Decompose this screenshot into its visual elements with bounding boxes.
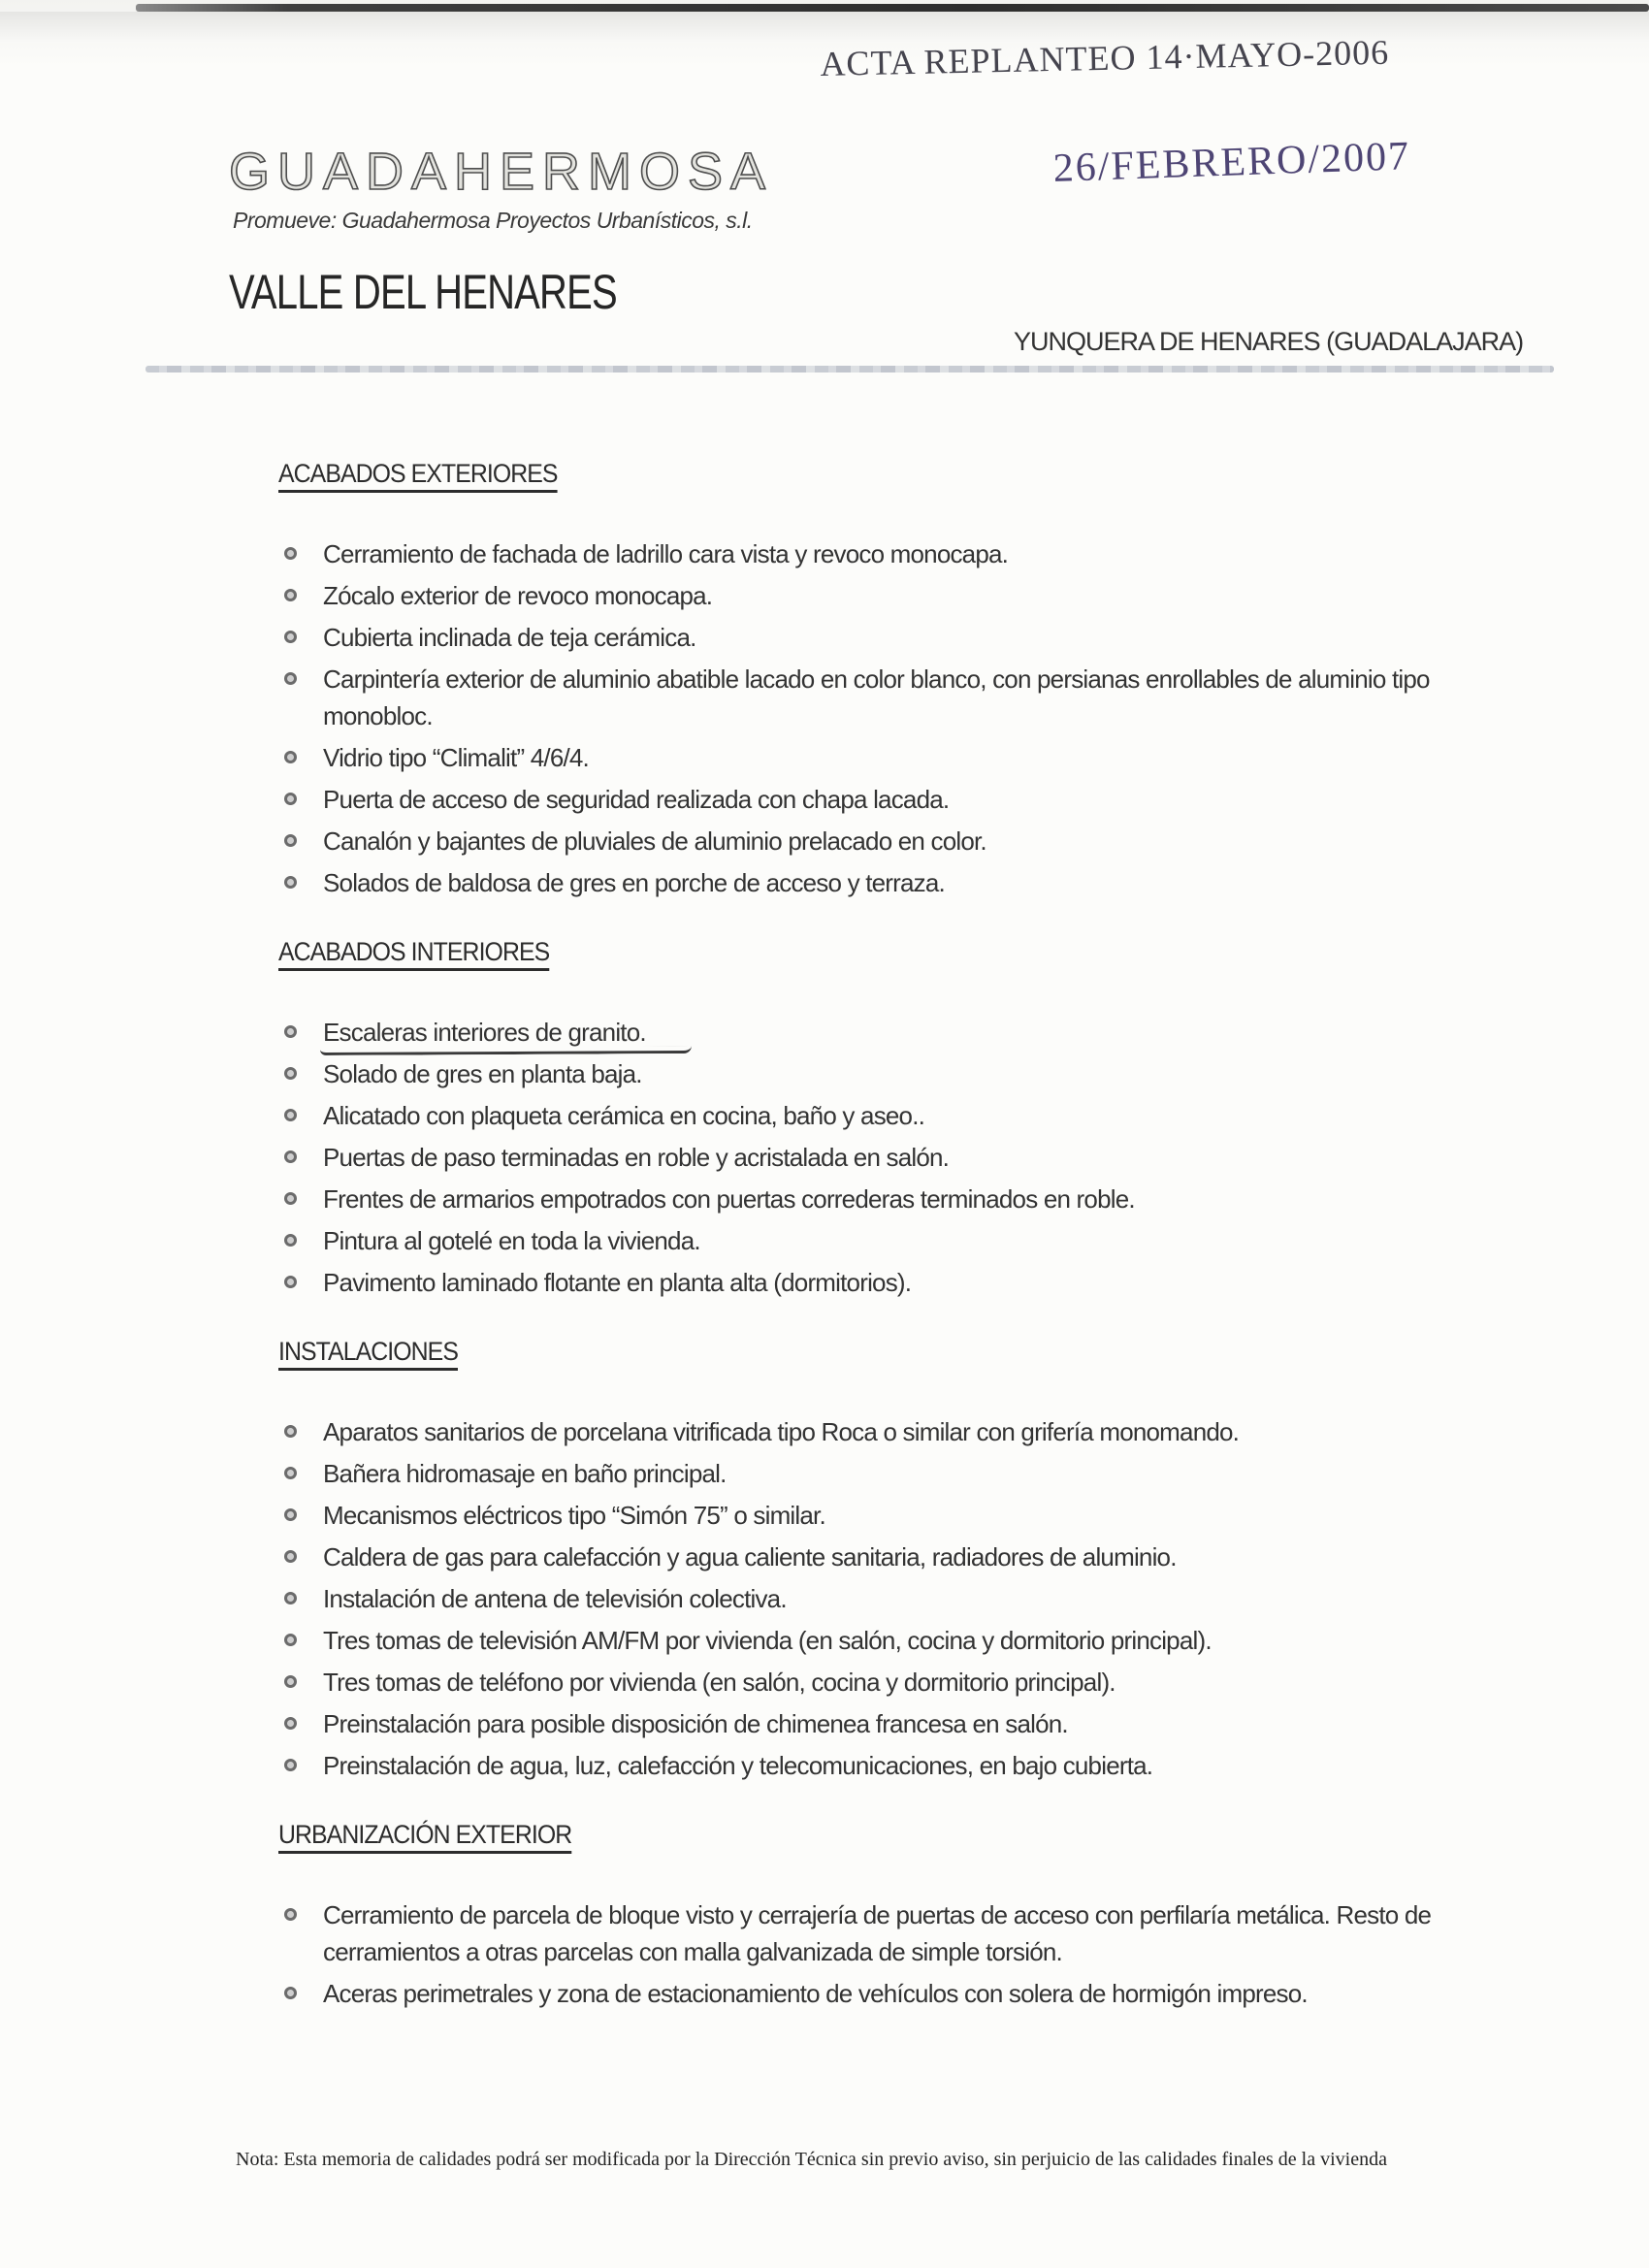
handwritten-note-date: 26/FEBRERO/2007 xyxy=(1052,134,1411,191)
list-item xyxy=(278,1747,1539,1784)
list-item-text: Aceras perimetrales y zona de estacionamiento de vehículos con solera de hormigón impreso. xyxy=(323,1979,1308,2008)
bullet-icon xyxy=(284,751,297,763)
bullet-icon xyxy=(284,834,297,847)
list-item xyxy=(278,1455,1539,1492)
list-item xyxy=(278,1705,1539,1742)
list-item xyxy=(278,1014,1539,1051)
bullet-icon xyxy=(284,1717,297,1730)
list-item xyxy=(278,619,1539,656)
list-item-text: Preinstalación para posible disposición de chimenea francesa en salón. xyxy=(323,1709,1068,1738)
section-heading: INSTALACIONES xyxy=(278,1337,458,1366)
scan-edge-artifact xyxy=(136,4,1649,12)
list-item-text: Bañera hidromasaje en baño principal. xyxy=(323,1459,727,1488)
bullet-icon xyxy=(284,1192,297,1205)
list-item xyxy=(278,1139,1539,1176)
list-item xyxy=(278,1896,1539,1970)
list-item xyxy=(278,535,1539,572)
list-item-text: Preinstalación de agua, luz, calefacción y telecomunicaciones, en bajo cubierta. xyxy=(323,1751,1153,1780)
bullet-list xyxy=(278,1014,1539,1301)
bullet-icon xyxy=(284,1987,297,1999)
list-item-text: Solado de gres en planta baja. xyxy=(323,1059,642,1088)
list-item-text: Carpintería exterior de aluminio abatible lacado en color blanco, con persianas enrollables de aluminio tipo monobloc. xyxy=(323,664,1430,730)
bullet-icon xyxy=(284,1067,297,1080)
bullet-icon xyxy=(284,793,297,805)
document-body xyxy=(278,458,1539,2017)
bullet-icon xyxy=(284,1508,297,1521)
location-line: YUNQUERA DE HENARES (GUADALAJARA) xyxy=(1014,327,1524,356)
list-item xyxy=(278,1975,1539,2012)
list-item-text: Aparatos sanitarios de porcelana vitrificada tipo Roca o similar con grifería monomando. xyxy=(323,1417,1240,1446)
bullet-icon xyxy=(284,1150,297,1163)
list-item xyxy=(278,1580,1539,1617)
list-item xyxy=(278,739,1539,776)
list-item-text: Alicatado con plaqueta cerámica en cocina, baño y aseo.. xyxy=(323,1101,925,1130)
list-item-text: Pintura al gotelé en toda la vivienda. xyxy=(323,1226,700,1255)
section-acabados-interiores xyxy=(278,936,1539,1301)
list-item xyxy=(278,1622,1539,1659)
list-item-text: Instalación de antena de televisión colectiva. xyxy=(323,1584,787,1613)
list-item xyxy=(278,864,1539,901)
section-urbanizacion-exterior xyxy=(278,1819,1539,2012)
bullet-icon xyxy=(284,1759,297,1771)
list-item-text: Cerramiento de fachada de ladrillo cara vista y revoco monocapa. xyxy=(323,539,1009,568)
list-item xyxy=(278,1264,1539,1301)
list-item xyxy=(278,1664,1539,1701)
bullet-icon xyxy=(284,1025,297,1038)
list-item xyxy=(278,1181,1539,1217)
list-item-text: Escaleras interiores de granito. xyxy=(323,1014,646,1051)
bullet-icon xyxy=(284,589,297,601)
list-item-text: Canalón y bajantes de pluviales de aluminio prelacado en color. xyxy=(323,826,986,856)
section-heading: URBANIZACIÓN EXTERIOR xyxy=(278,1820,572,1849)
list-item xyxy=(278,823,1539,859)
section-acabados-exteriores xyxy=(278,458,1539,901)
scan-shadow-band xyxy=(0,12,1649,43)
list-item-text: Puertas de paso terminadas en roble y acristalada en salón. xyxy=(323,1143,950,1172)
header-divider xyxy=(146,366,1554,373)
bullet-icon xyxy=(284,547,297,560)
company-logo: GUADAHERMOSA xyxy=(229,143,774,201)
list-item xyxy=(278,1539,1539,1575)
list-item xyxy=(278,1413,1539,1450)
list-item-text: Tres tomas de teléfono por vivienda (en salón, cocina y dormitorio principal). xyxy=(323,1668,1116,1697)
bullet-list xyxy=(278,1896,1539,2012)
list-item-text: Cubierta inclinada de teja cerámica. xyxy=(323,623,696,652)
section-heading: ACABADOS EXTERIORES xyxy=(278,459,558,488)
list-item xyxy=(278,661,1539,734)
bullet-icon xyxy=(284,1234,297,1247)
project-title: VALLE DEL HENARES xyxy=(229,265,617,319)
list-item xyxy=(278,1055,1539,1092)
handwritten-note-acta: ACTA REPLANTEO 14·MAYO-2006 xyxy=(820,32,1390,83)
bullet-icon xyxy=(284,672,297,685)
section-heading: ACABADOS INTERIORES xyxy=(278,937,550,966)
bullet-icon xyxy=(284,631,297,643)
bullet-icon xyxy=(284,1276,297,1288)
list-item-text: Zócalo exterior de revoco monocapa. xyxy=(323,581,713,610)
bullet-icon xyxy=(284,1908,297,1921)
list-item-text: Solados de baldosa de gres en porche de acceso y terraza. xyxy=(323,868,945,897)
bullet-icon xyxy=(284,876,297,889)
bullet-icon xyxy=(284,1550,297,1563)
list-item-text: Tres tomas de televisión AM/FM por vivienda (en salón, cocina y dormitorio principal). xyxy=(323,1626,1212,1655)
list-item-text: Cerramiento de parcela de bloque visto y cerrajería de puertas de acceso con perfilaría metálica. Resto de cerramientos a otras parcelas con malla galvanizada de simple torsión. xyxy=(323,1900,1432,1966)
footnote: Nota: Esta memoria de calidades podrá ser modificada por la Dirección Técnica sin previo aviso, sin perjuicio de las calidades finales de la vivienda xyxy=(236,2149,1387,2170)
list-item-text: Vidrio tipo “Climalit” 4/6/4. xyxy=(323,743,589,772)
section-instalaciones xyxy=(278,1336,1539,1784)
bullet-icon xyxy=(284,1109,297,1121)
bullet-icon xyxy=(284,1467,297,1479)
list-item-text: Frentes de armarios empotrados con puertas correderas terminados en roble. xyxy=(323,1184,1135,1214)
list-item-text: Pavimento laminado flotante en planta alta (dormitorios). xyxy=(323,1268,912,1297)
promoter-line: Promueve: Guadahermosa Proyectos Urbanísticos, s.l. xyxy=(233,208,753,233)
bullet-list xyxy=(278,535,1539,901)
list-item-text: Mecanismos eléctricos tipo “Simón 75” o similar. xyxy=(323,1501,825,1530)
list-item-text: Puerta de acceso de seguridad realizada con chapa lacada. xyxy=(323,785,950,814)
list-item xyxy=(278,577,1539,614)
bullet-list xyxy=(278,1413,1539,1784)
bullet-icon xyxy=(284,1675,297,1688)
bullet-icon xyxy=(284,1634,297,1646)
bullet-icon xyxy=(284,1425,297,1438)
list-item-text: Caldera de gas para calefacción y agua caliente sanitaria, radiadores de aluminio. xyxy=(323,1542,1177,1571)
bullet-icon xyxy=(284,1592,297,1604)
list-item xyxy=(278,1497,1539,1534)
list-item xyxy=(278,1097,1539,1134)
list-item xyxy=(278,781,1539,818)
list-item xyxy=(278,1222,1539,1259)
